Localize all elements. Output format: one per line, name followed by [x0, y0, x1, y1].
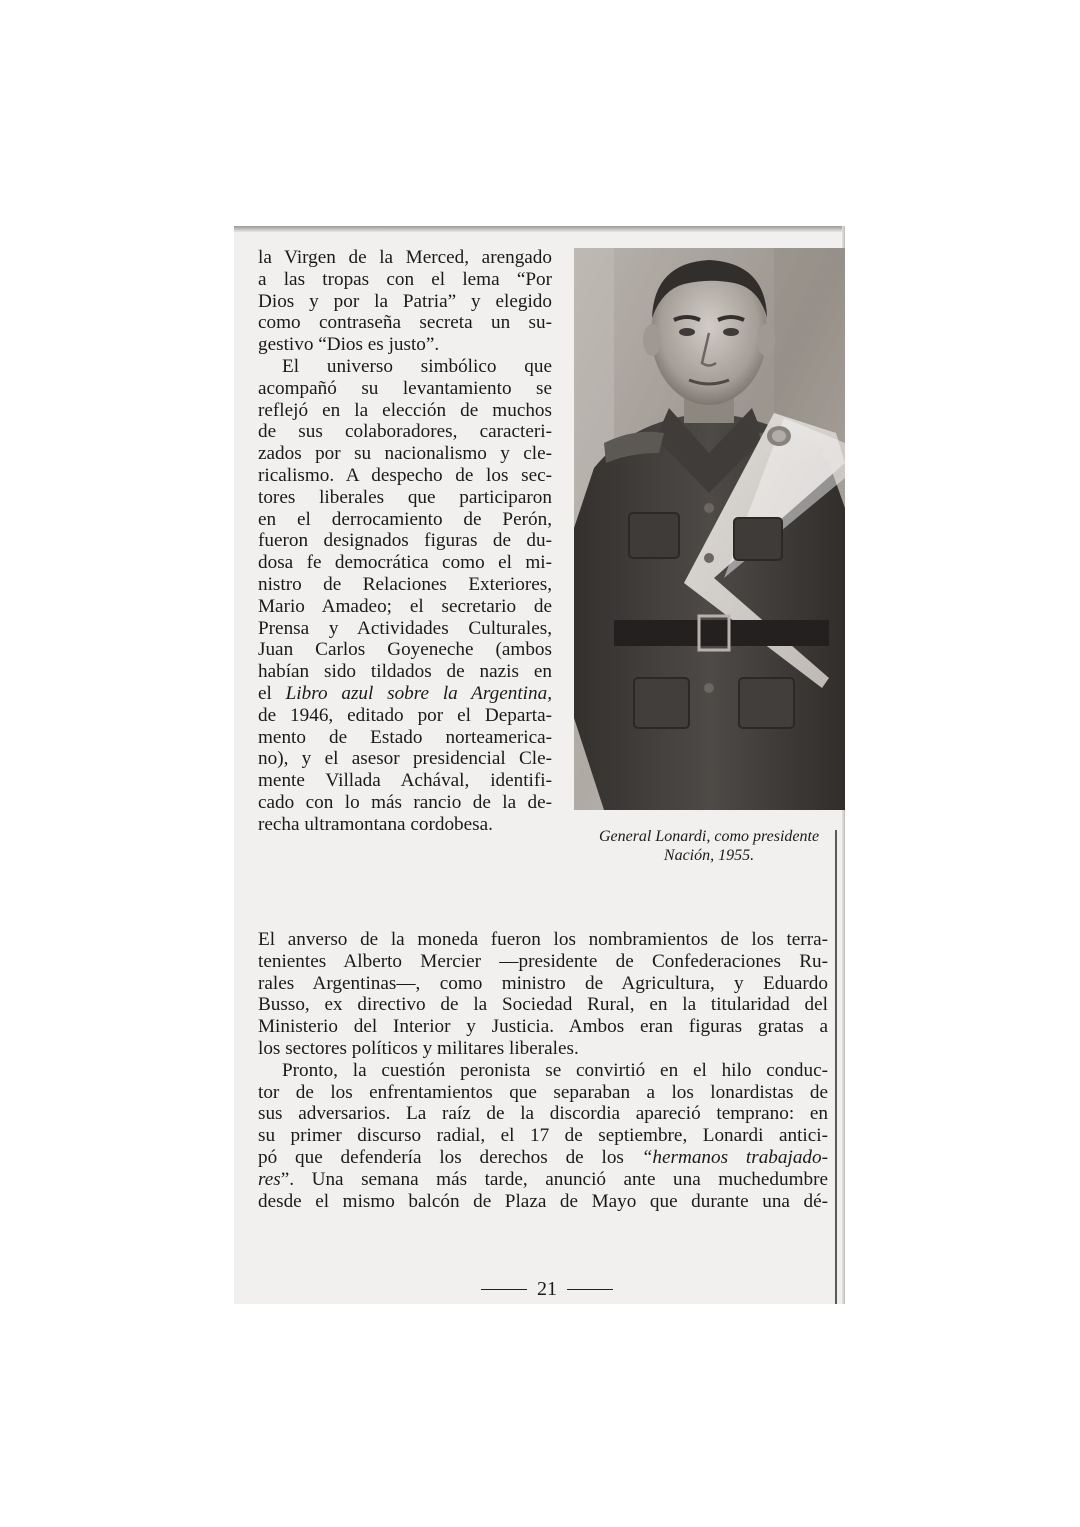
text-fragment: ”. Una semana más tarde, anunció ante una muchedumbre	[280, 1168, 828, 1190]
text-line: a las tropas con el lema “Por	[258, 268, 552, 290]
text-line: no), y el asesor presidencial Cle-	[258, 748, 552, 770]
page-number: 21	[537, 1278, 557, 1300]
text-line: zados por su nacionalismo y cle-	[258, 443, 552, 465]
caption-line-2: Nación, 1955.	[663, 847, 755, 864]
text-line: Busso, ex directivo de la Sociedad Rural, en la titularidad del	[258, 994, 828, 1016]
text-line: Ministerio del Interior y Justicia. Ambos eran figuras gratas a	[258, 1016, 828, 1038]
gutter-line	[835, 830, 837, 1304]
photo-caption	[578, 827, 840, 865]
text-line: Juan Carlos Goyeneche (ambos	[258, 639, 552, 661]
text-line: recha ultramontana cordobesa.	[258, 813, 493, 835]
text-line: tor de los enfrentamientos que separaban a los lonardistas de	[258, 1081, 828, 1103]
text-line-with-title	[258, 683, 552, 705]
page-number-footer	[469, 1278, 625, 1301]
text-line: en el derrocamiento de Perón,	[258, 508, 552, 530]
text-line: fueron designados figuras de du-	[258, 530, 552, 552]
text-line: acompañó su levantamiento se	[258, 377, 552, 399]
text-line: su primer discurso radial, el 17 de septiembre, Lonardi antici-	[258, 1125, 828, 1147]
text-line-with-quote	[258, 1147, 828, 1169]
text-line: rales Argentinas—, como ministro de Agricultura, y Eduardo	[258, 972, 828, 994]
text-line: reflejó en la elección de muchos	[258, 399, 552, 421]
text-line-with-quote	[258, 1169, 828, 1191]
portrait-illustration	[574, 248, 845, 810]
text-line: El anverso de la moneda fueron los nombramientos de los terra-	[258, 929, 828, 950]
text-line: dosa fe democrática como el mi-	[258, 552, 552, 574]
text-fragment: el	[258, 682, 272, 704]
full-width-text	[258, 929, 828, 1212]
quoted-phrase-end: res	[258, 1168, 281, 1190]
text-line: desde el mismo balcón de Plaza de Mayo que durante una dé-	[258, 1190, 828, 1212]
text-line: sus adversarios. La raíz de la discordia apareció temprano: en	[258, 1103, 828, 1125]
text-line: gestivo “Dios es justo”.	[258, 334, 440, 356]
text-line: cado con lo más rancio de la de-	[258, 791, 552, 813]
text-line: El universo simbólico que	[282, 355, 552, 377]
quoted-phrase: “hermanos trabajado-	[641, 1146, 828, 1168]
text-line: mente Villada Achával, identifi-	[258, 770, 552, 792]
text-line: de 1946, editado por el Departa-	[258, 704, 552, 726]
text-line: Pronto, la cuestión peronista se convirtió en el hilo conduc-	[282, 1059, 828, 1081]
portrait-photo	[574, 248, 845, 810]
text-line: la Virgen de la Merced, arengado	[258, 247, 552, 268]
text-fragment: pó que defendería los derechos de los	[258, 1146, 624, 1168]
text-line: Dios y por la Patria” y elegido	[258, 290, 552, 312]
text-line: habían sido tildados de nazis en	[258, 661, 552, 683]
text-line: tenientes Alberto Mercier —presidente de Confederaciones Ru-	[258, 950, 828, 972]
text-line: Mario Amadeo; el secretario de	[258, 595, 552, 617]
caption-line-1: General Lonardi, como presidente	[598, 828, 820, 845]
text-line: de sus colaboradores, caracteri-	[258, 421, 552, 443]
footer-rule-left	[481, 1289, 527, 1290]
text-line: los sectores políticos y militares liberales.	[258, 1037, 579, 1059]
text-line: mento de Estado norteamerica-	[258, 726, 552, 748]
text-line: tores liberales que participaron	[258, 486, 552, 508]
text-line: nistro de Relaciones Exteriores,	[258, 573, 552, 595]
text-line: ricalismo. A despecho de los sec-	[258, 464, 552, 486]
text-line: como contraseña secreta un su-	[258, 312, 552, 334]
left-column-text	[258, 247, 552, 836]
book-title: Libro azul sobre la Argentina,	[285, 682, 552, 704]
text-line: Prensa y Actividades Culturales,	[258, 617, 552, 639]
footer-rule-right	[567, 1289, 613, 1290]
